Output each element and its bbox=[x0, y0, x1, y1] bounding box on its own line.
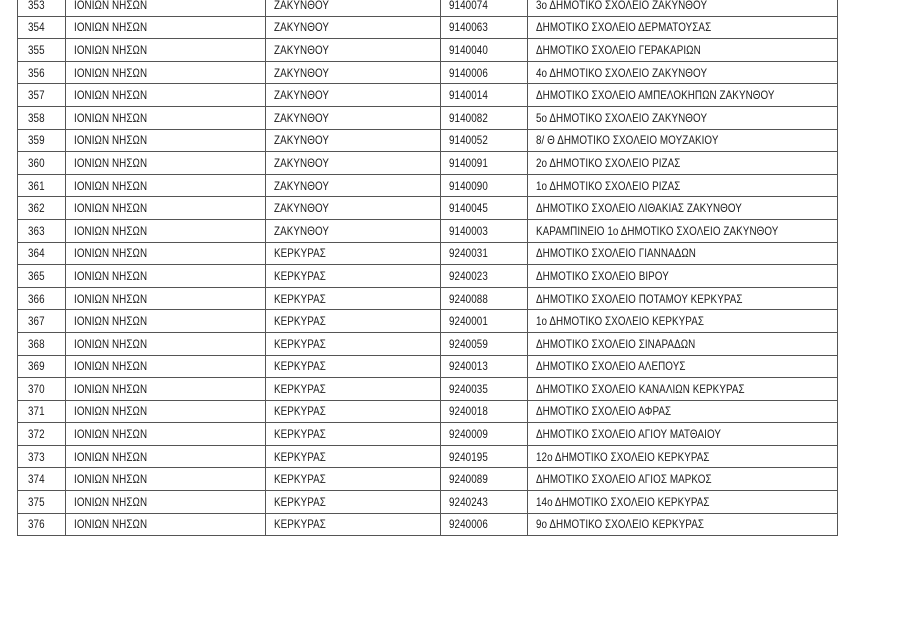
row-number-cell bbox=[18, 152, 66, 175]
region-text: ΙΟΝΙΩΝ ΝΗΣΩΝ bbox=[74, 0, 148, 12]
directorate-text: ΚΕΡΚΥΡΑΣ bbox=[274, 246, 326, 261]
school-code-text: 9240035 bbox=[449, 381, 488, 396]
region-text: ΙΟΝΙΩΝ ΝΗΣΩΝ bbox=[74, 517, 148, 532]
school-code-cell bbox=[441, 287, 528, 310]
row-number-text: 363 bbox=[28, 223, 45, 238]
directorate-text: ΖΑΚΥΝΘΟΥ bbox=[274, 65, 330, 80]
table-row bbox=[18, 400, 838, 423]
region-text: ΙΟΝΙΩΝ ΝΗΣΩΝ bbox=[74, 494, 148, 509]
row-number-text: 361 bbox=[28, 178, 45, 193]
directorate-cell bbox=[266, 423, 441, 446]
region-cell bbox=[66, 378, 266, 401]
school-code-text: 9240009 bbox=[449, 427, 488, 442]
region-cell bbox=[66, 491, 266, 514]
school-name-text: ΔΗΜΟΤΙΚΟ ΣΧΟΛΕΙΟ ΔΕΡΜΑΤΟΥΣΑΣ bbox=[536, 20, 712, 35]
table-row bbox=[18, 219, 838, 242]
region-text: ΙΟΝΙΩΝ ΝΗΣΩΝ bbox=[74, 291, 148, 306]
school-code-cell bbox=[441, 445, 528, 468]
school-name-text: ΔΗΜΟΤΙΚΟ ΣΧΟΛΕΙΟ ΚΑΝΑΛΙΩΝ ΚΕΡΚΥΡΑΣ bbox=[536, 381, 745, 396]
row-number-text: 375 bbox=[28, 494, 45, 509]
school-name-text: ΔΗΜΟΤΙΚΟ ΣΧΟΛΕΙΟ ΑΜΠΕΛΟΚΗΠΩΝ ΖΑΚΥΝΘΟΥ bbox=[536, 88, 775, 103]
row-number-cell bbox=[18, 61, 66, 84]
row-number-text: 354 bbox=[28, 20, 45, 35]
school-code-cell bbox=[441, 400, 528, 423]
school-name-cell bbox=[528, 84, 838, 107]
school-name-text: 1ο ΔΗΜΟΤΙΚΟ ΣΧΟΛΕΙΟ ΡΙΖΑΣ bbox=[536, 178, 681, 193]
school-code-cell bbox=[441, 129, 528, 152]
region-cell bbox=[66, 400, 266, 423]
directorate-cell bbox=[266, 287, 441, 310]
region-text: ΙΟΝΙΩΝ ΝΗΣΩΝ bbox=[74, 268, 148, 283]
school-name-text: 4ο ΔΗΜΟΤΙΚΟ ΣΧΟΛΕΙΟ ΖΑΚΥΝΘΟΥ bbox=[536, 65, 708, 80]
school-code-text: 9140045 bbox=[449, 201, 488, 216]
school-name-text: ΔΗΜΟΤΙΚΟ ΣΧΟΛΕΙΟ ΓΕΡΑΚΑΡΙΩΝ bbox=[536, 42, 701, 57]
school-name-text: 1ο ΔΗΜΟΤΙΚΟ ΣΧΟΛΕΙΟ ΚΕΡΚΥΡΑΣ bbox=[536, 314, 705, 329]
region-cell bbox=[66, 265, 266, 288]
table-row bbox=[18, 129, 838, 152]
region-cell bbox=[66, 310, 266, 333]
school-code-text: 9140003 bbox=[449, 223, 488, 238]
directorate-text: ΚΕΡΚΥΡΑΣ bbox=[274, 291, 326, 306]
region-text: ΙΟΝΙΩΝ ΝΗΣΩΝ bbox=[74, 110, 148, 125]
row-number-cell bbox=[18, 242, 66, 265]
row-number-text: 366 bbox=[28, 291, 45, 306]
school-code-text: 9140014 bbox=[449, 88, 488, 103]
school-code-text: 9140052 bbox=[449, 133, 488, 148]
row-number-cell bbox=[18, 513, 66, 536]
row-number-text: 369 bbox=[28, 359, 45, 374]
region-cell bbox=[66, 287, 266, 310]
directorate-text: ΚΕΡΚΥΡΑΣ bbox=[274, 472, 326, 487]
directorate-cell bbox=[266, 152, 441, 175]
row-number-cell bbox=[18, 0, 66, 16]
directorate-text: ΚΕΡΚΥΡΑΣ bbox=[274, 314, 326, 329]
table-row bbox=[18, 423, 838, 446]
school-code-cell bbox=[441, 513, 528, 536]
table-row bbox=[18, 468, 838, 491]
table-row bbox=[18, 287, 838, 310]
school-name-text: ΔΗΜΟΤΙΚΟ ΣΧΟΛΕΙΟ ΛΙΘΑΚΙΑΣ ΖΑΚΥΝΘΟΥ bbox=[536, 201, 742, 216]
region-text: ΙΟΝΙΩΝ ΝΗΣΩΝ bbox=[74, 178, 148, 193]
table-row bbox=[18, 197, 838, 220]
region-text: ΙΟΝΙΩΝ ΝΗΣΩΝ bbox=[74, 20, 148, 35]
row-number-cell bbox=[18, 84, 66, 107]
directorate-cell bbox=[266, 0, 441, 16]
row-number-cell bbox=[18, 287, 66, 310]
region-text: ΙΟΝΙΩΝ ΝΗΣΩΝ bbox=[74, 314, 148, 329]
directorate-cell bbox=[266, 468, 441, 491]
region-cell bbox=[66, 242, 266, 265]
region-text: ΙΟΝΙΩΝ ΝΗΣΩΝ bbox=[74, 359, 148, 374]
directorate-text: ΚΕΡΚΥΡΑΣ bbox=[274, 404, 326, 419]
row-number-text: 357 bbox=[28, 88, 45, 103]
region-text: ΙΟΝΙΩΝ ΝΗΣΩΝ bbox=[74, 449, 148, 464]
directorate-text: ΖΑΚΥΝΘΟΥ bbox=[274, 88, 330, 103]
directorate-cell bbox=[266, 197, 441, 220]
directorate-cell bbox=[266, 378, 441, 401]
region-text: ΙΟΝΙΩΝ ΝΗΣΩΝ bbox=[74, 155, 148, 170]
school-name-cell bbox=[528, 468, 838, 491]
school-name-cell bbox=[528, 152, 838, 175]
row-number-text: 372 bbox=[28, 427, 45, 442]
school-name-text: ΚΑΡΑΜΠΙΝΕΙΟ 1ο ΔΗΜΟΤΙΚΟ ΣΧΟΛΕΙΟ ΖΑΚΥΝΘΟΥ bbox=[536, 223, 779, 238]
school-name-cell bbox=[528, 332, 838, 355]
table-row bbox=[18, 0, 838, 16]
school-name-cell bbox=[528, 513, 838, 536]
directorate-cell bbox=[266, 106, 441, 129]
school-list-table bbox=[17, 0, 838, 536]
directorate-cell bbox=[266, 265, 441, 288]
region-cell bbox=[66, 16, 266, 39]
row-number-cell bbox=[18, 491, 66, 514]
row-number-text: 367 bbox=[28, 314, 45, 329]
school-code-text: 9240088 bbox=[449, 291, 488, 306]
school-code-text: 9240023 bbox=[449, 268, 488, 283]
table-row bbox=[18, 84, 838, 107]
row-number-cell bbox=[18, 265, 66, 288]
row-number-text: 374 bbox=[28, 472, 45, 487]
region-text: ΙΟΝΙΩΝ ΝΗΣΩΝ bbox=[74, 42, 148, 57]
directorate-cell bbox=[266, 332, 441, 355]
directorate-text: ΚΕΡΚΥΡΑΣ bbox=[274, 494, 326, 509]
row-number-text: 359 bbox=[28, 133, 45, 148]
row-number-cell bbox=[18, 332, 66, 355]
table-row bbox=[18, 310, 838, 333]
directorate-cell bbox=[266, 310, 441, 333]
table-row bbox=[18, 355, 838, 378]
row-number-text: 358 bbox=[28, 110, 45, 125]
region-cell bbox=[66, 39, 266, 62]
directorate-cell bbox=[266, 16, 441, 39]
school-name-text: ΔΗΜΟΤΙΚΟ ΣΧΟΛΕΙΟ ΣΙΝΑΡΑΔΩΝ bbox=[536, 336, 696, 351]
row-number-cell bbox=[18, 400, 66, 423]
region-cell bbox=[66, 445, 266, 468]
directorate-text: ΖΑΚΥΝΘΟΥ bbox=[274, 223, 330, 238]
region-text: ΙΟΝΙΩΝ ΝΗΣΩΝ bbox=[74, 336, 148, 351]
directorate-cell bbox=[266, 445, 441, 468]
region-cell bbox=[66, 129, 266, 152]
directorate-text: ΚΕΡΚΥΡΑΣ bbox=[274, 427, 326, 442]
school-name-text: 12ο ΔΗΜΟΤΙΚΟ ΣΧΟΛΕΙΟ ΚΕΡΚΥΡΑΣ bbox=[536, 449, 710, 464]
region-cell bbox=[66, 84, 266, 107]
school-code-cell bbox=[441, 0, 528, 16]
school-name-cell bbox=[528, 219, 838, 242]
table-row bbox=[18, 61, 838, 84]
directorate-cell bbox=[266, 355, 441, 378]
school-name-cell bbox=[528, 265, 838, 288]
region-text: ΙΟΝΙΩΝ ΝΗΣΩΝ bbox=[74, 65, 148, 80]
row-number-cell bbox=[18, 174, 66, 197]
directorate-text: ΖΑΚΥΝΘΟΥ bbox=[274, 178, 330, 193]
school-code-cell bbox=[441, 468, 528, 491]
school-name-text: ΔΗΜΟΤΙΚΟ ΣΧΟΛΕΙΟ ΑΓΙΟΣ ΜΑΡΚΟΣ bbox=[536, 472, 712, 487]
school-name-text: 2ο ΔΗΜΟΤΙΚΟ ΣΧΟΛΕΙΟ ΡΙΖΑΣ bbox=[536, 155, 681, 170]
directorate-cell bbox=[266, 174, 441, 197]
school-code-text: 9240018 bbox=[449, 404, 488, 419]
row-number-cell bbox=[18, 310, 66, 333]
table-row bbox=[18, 378, 838, 401]
row-number-text: 356 bbox=[28, 65, 45, 80]
school-name-cell bbox=[528, 310, 838, 333]
row-number-text: 355 bbox=[28, 42, 45, 57]
row-number-cell bbox=[18, 106, 66, 129]
table-row bbox=[18, 39, 838, 62]
school-code-cell bbox=[441, 16, 528, 39]
directorate-text: ΖΑΚΥΝΘΟΥ bbox=[274, 20, 330, 35]
school-name-text: ΔΗΜΟΤΙΚΟ ΣΧΟΛΕΙΟ ΑΦΡΑΣ bbox=[536, 404, 672, 419]
table-row bbox=[18, 152, 838, 175]
school-code-cell bbox=[441, 152, 528, 175]
row-number-text: 370 bbox=[28, 381, 45, 396]
school-code-cell bbox=[441, 61, 528, 84]
row-number-text: 376 bbox=[28, 517, 45, 532]
school-name-text: ΔΗΜΟΤΙΚΟ ΣΧΟΛΕΙΟ ΓΙΑΝΝΑΔΩΝ bbox=[536, 246, 696, 261]
directorate-text: ΖΑΚΥΝΘΟΥ bbox=[274, 133, 330, 148]
region-text: ΙΟΝΙΩΝ ΝΗΣΩΝ bbox=[74, 472, 148, 487]
school-name-text: 5ο ΔΗΜΟΤΙΚΟ ΣΧΟΛΕΙΟ ΖΑΚΥΝΘΟΥ bbox=[536, 110, 708, 125]
school-code-text: 9140091 bbox=[449, 155, 488, 170]
table-row bbox=[18, 174, 838, 197]
school-name-cell bbox=[528, 197, 838, 220]
school-code-cell bbox=[441, 106, 528, 129]
school-name-text: ΔΗΜΟΤΙΚΟ ΣΧΟΛΕΙΟ ΒΙΡΟΥ bbox=[536, 268, 669, 283]
school-code-cell bbox=[441, 39, 528, 62]
row-number-cell bbox=[18, 39, 66, 62]
table-row bbox=[18, 445, 838, 468]
row-number-cell bbox=[18, 197, 66, 220]
school-name-text: 3ο ΔΗΜΟΤΙΚΟ ΣΧΟΛΕΙΟ ΖΑΚΥΝΘΟΥ bbox=[536, 0, 708, 12]
region-cell bbox=[66, 513, 266, 536]
school-code-text: 9240195 bbox=[449, 449, 488, 464]
table-row bbox=[18, 491, 838, 514]
school-code-text: 9240059 bbox=[449, 336, 488, 351]
school-code-cell bbox=[441, 197, 528, 220]
region-text: ΙΟΝΙΩΝ ΝΗΣΩΝ bbox=[74, 88, 148, 103]
row-number-text: 364 bbox=[28, 246, 45, 261]
directorate-text: ΖΑΚΥΝΘΟΥ bbox=[274, 110, 330, 125]
table-row bbox=[18, 106, 838, 129]
school-name-cell bbox=[528, 378, 838, 401]
region-text: ΙΟΝΙΩΝ ΝΗΣΩΝ bbox=[74, 201, 148, 216]
region-text: ΙΟΝΙΩΝ ΝΗΣΩΝ bbox=[74, 404, 148, 419]
directorate-text: ΚΕΡΚΥΡΑΣ bbox=[274, 381, 326, 396]
school-code-text: 9240001 bbox=[449, 314, 488, 329]
directorate-cell bbox=[266, 39, 441, 62]
school-code-text: 9140090 bbox=[449, 178, 488, 193]
row-number-text: 373 bbox=[28, 449, 45, 464]
directorate-cell bbox=[266, 242, 441, 265]
row-number-text: 353 bbox=[28, 0, 45, 12]
directorate-text: ΖΑΚΥΝΘΟΥ bbox=[274, 155, 330, 170]
school-code-cell bbox=[441, 265, 528, 288]
directorate-cell bbox=[266, 61, 441, 84]
region-text: ΙΟΝΙΩΝ ΝΗΣΩΝ bbox=[74, 133, 148, 148]
region-cell bbox=[66, 423, 266, 446]
directorate-text: ΚΕΡΚΥΡΑΣ bbox=[274, 268, 326, 283]
school-code-cell bbox=[441, 423, 528, 446]
directorate-text: ΚΕΡΚΥΡΑΣ bbox=[274, 517, 326, 532]
directorate-cell bbox=[266, 400, 441, 423]
school-name-text: ΔΗΜΟΤΙΚΟ ΣΧΟΛΕΙΟ ΑΛΕΠΟΥΣ bbox=[536, 359, 686, 374]
school-name-cell bbox=[528, 61, 838, 84]
row-number-text: 368 bbox=[28, 336, 45, 351]
school-code-cell bbox=[441, 310, 528, 333]
directorate-text: ΚΕΡΚΥΡΑΣ bbox=[274, 449, 326, 464]
school-code-cell bbox=[441, 378, 528, 401]
region-cell bbox=[66, 197, 266, 220]
school-name-cell bbox=[528, 287, 838, 310]
table-body bbox=[18, 0, 838, 536]
school-code-text: 9140040 bbox=[449, 42, 488, 57]
school-name-text: 14ο ΔΗΜΟΤΙΚΟ ΣΧΟΛΕΙΟ ΚΕΡΚΥΡΑΣ bbox=[536, 494, 710, 509]
region-text: ΙΟΝΙΩΝ ΝΗΣΩΝ bbox=[74, 427, 148, 442]
region-text: ΙΟΝΙΩΝ ΝΗΣΩΝ bbox=[74, 381, 148, 396]
directorate-text: ΖΑΚΥΝΘΟΥ bbox=[274, 0, 330, 12]
row-number-cell bbox=[18, 355, 66, 378]
school-name-cell bbox=[528, 174, 838, 197]
school-name-cell bbox=[528, 129, 838, 152]
region-cell bbox=[66, 61, 266, 84]
row-number-cell bbox=[18, 378, 66, 401]
school-code-cell bbox=[441, 332, 528, 355]
school-name-cell bbox=[528, 423, 838, 446]
school-code-cell bbox=[441, 219, 528, 242]
row-number-cell bbox=[18, 16, 66, 39]
row-number-cell bbox=[18, 129, 66, 152]
school-list-table-page bbox=[17, 0, 837, 536]
directorate-cell bbox=[266, 129, 441, 152]
directorate-cell bbox=[266, 491, 441, 514]
row-number-cell bbox=[18, 423, 66, 446]
region-cell bbox=[66, 152, 266, 175]
table-row bbox=[18, 242, 838, 265]
table-row bbox=[18, 16, 838, 39]
school-code-text: 9140006 bbox=[449, 65, 488, 80]
school-name-cell bbox=[528, 16, 838, 39]
region-cell bbox=[66, 355, 266, 378]
school-name-text: 8/ Θ ΔΗΜΟΤΙΚΟ ΣΧΟΛΕΙΟ ΜΟΥΖΑΚΙΟΥ bbox=[536, 133, 719, 148]
school-code-cell bbox=[441, 242, 528, 265]
school-code-text: 9240013 bbox=[449, 359, 488, 374]
row-number-text: 371 bbox=[28, 404, 45, 419]
school-code-text: 9140063 bbox=[449, 20, 488, 35]
table-row bbox=[18, 332, 838, 355]
school-name-cell bbox=[528, 106, 838, 129]
school-name-cell bbox=[528, 445, 838, 468]
region-cell bbox=[66, 0, 266, 16]
row-number-cell bbox=[18, 468, 66, 491]
school-name-cell bbox=[528, 0, 838, 16]
directorate-cell bbox=[266, 84, 441, 107]
school-code-text: 9240243 bbox=[449, 494, 488, 509]
region-cell bbox=[66, 468, 266, 491]
school-code-text: 9240031 bbox=[449, 246, 488, 261]
school-name-text: 9ο ΔΗΜΟΤΙΚΟ ΣΧΟΛΕΙΟ ΚΕΡΚΥΡΑΣ bbox=[536, 517, 705, 532]
directorate-text: ΚΕΡΚΥΡΑΣ bbox=[274, 359, 326, 374]
school-name-text: ΔΗΜΟΤΙΚΟ ΣΧΟΛΕΙΟ ΑΓΙΟΥ ΜΑΤΘΑΙΟΥ bbox=[536, 427, 722, 442]
region-text: ΙΟΝΙΩΝ ΝΗΣΩΝ bbox=[74, 223, 148, 238]
region-cell bbox=[66, 332, 266, 355]
directorate-text: ΖΑΚΥΝΘΟΥ bbox=[274, 201, 330, 216]
school-name-cell bbox=[528, 491, 838, 514]
school-code-text: 9140074 bbox=[449, 0, 488, 12]
directorate-cell bbox=[266, 513, 441, 536]
row-number-text: 360 bbox=[28, 155, 45, 170]
directorate-cell bbox=[266, 219, 441, 242]
region-cell bbox=[66, 174, 266, 197]
school-code-text: 9140082 bbox=[449, 110, 488, 125]
region-cell bbox=[66, 106, 266, 129]
school-code-cell bbox=[441, 355, 528, 378]
school-name-cell bbox=[528, 355, 838, 378]
school-code-cell bbox=[441, 174, 528, 197]
table-row bbox=[18, 513, 838, 536]
row-number-text: 365 bbox=[28, 268, 45, 283]
school-code-text: 9240089 bbox=[449, 472, 488, 487]
school-name-cell bbox=[528, 39, 838, 62]
directorate-text: ΖΑΚΥΝΘΟΥ bbox=[274, 42, 330, 57]
school-name-text: ΔΗΜΟΤΙΚΟ ΣΧΟΛΕΙΟ ΠΟΤΑΜΟΥ ΚΕΡΚΥΡΑΣ bbox=[536, 291, 743, 306]
row-number-cell bbox=[18, 219, 66, 242]
school-name-cell bbox=[528, 242, 838, 265]
school-code-cell bbox=[441, 491, 528, 514]
school-name-cell bbox=[528, 400, 838, 423]
school-code-text: 9240006 bbox=[449, 517, 488, 532]
region-cell bbox=[66, 219, 266, 242]
region-text: ΙΟΝΙΩΝ ΝΗΣΩΝ bbox=[74, 246, 148, 261]
school-code-cell bbox=[441, 84, 528, 107]
table-row bbox=[18, 265, 838, 288]
row-number-cell bbox=[18, 445, 66, 468]
row-number-text: 362 bbox=[28, 201, 45, 216]
directorate-text: ΚΕΡΚΥΡΑΣ bbox=[274, 336, 326, 351]
